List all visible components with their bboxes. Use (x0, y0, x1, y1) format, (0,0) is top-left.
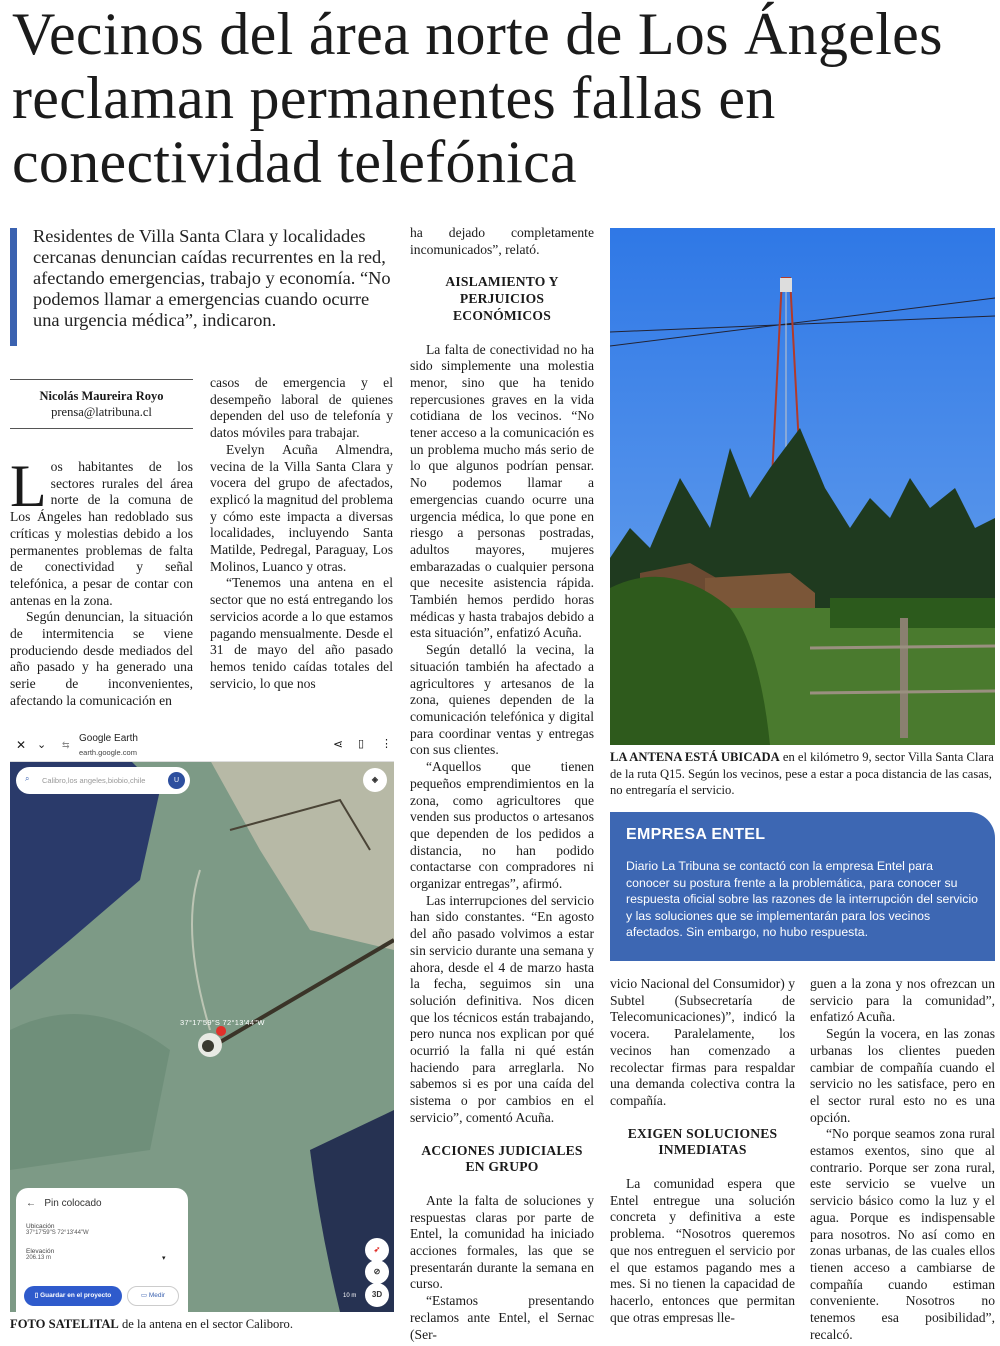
caption-lead: FOTO SATELITAL (10, 1317, 119, 1331)
subheading-exigen: EXIGEN SOLUCIONES INMEDIATAS (627, 1125, 778, 1158)
body-paragraph: Las interrupciones del servicio han sido constantes. “En agosto del año pasado volvimos a estar sin servicio durante una semana y ahora, desde el 4 de marzo hasta la fecha, seguimos sin una solución definitiva. Nos dicen que los técnicos están trabajando, pero nunca nos explican por qué ocurrió la falla ni qué están haciendo para arreglarla. No sabemos si es por una caída del sistema o por cambios en el servicio”, comentó Acuña. (410, 892, 594, 1125)
antenna-photo (610, 228, 995, 745)
author-name: Nicolás Maureira Royo (39, 389, 164, 403)
measure-button[interactable] (127, 1286, 179, 1306)
column-3 (410, 225, 594, 1343)
headline: Vecinos del área norte de Los Ángeles reclaman permanentes fallas en conectividad telefónica (12, 1, 943, 195)
search-input[interactable] (16, 767, 190, 794)
back-arrow-icon[interactable]: ← (26, 1198, 36, 1209)
3d-toggle-button[interactable]: 3D (365, 1283, 389, 1307)
column-4 (610, 976, 795, 1326)
body-paragraph: Según detalló la vecina, la situación también ha afectado a agricultores y artesanos de la zona, quienes dependen de la comunicación telefónica y digital para coordinar ventas y entregas con sus clientes. (410, 642, 594, 758)
elevation-label: Elevación (26, 1248, 55, 1255)
author-email[interactable]: prensa@latribuna.cl (51, 405, 152, 419)
paragraph-text: os habitantes de los sectores rurales del área norte de la comuna de Los Ángeles han redoblado sus críticas y molestias debido a los permanentes problemas de falta de conectividad y señal telefónica, a pesar de contar con antenas en la zona. (10, 459, 193, 608)
measure-label: Medir (148, 1292, 166, 1299)
share-icon[interactable]: ⋖ (333, 737, 344, 751)
lead-accent-bar (10, 228, 17, 346)
body-paragraph: “Tenemos una antena en el sector que no está entregando los servicios acorde a lo que estamos pagando mensualmente. Desde el 31 de mayo del año pasado hemos tenido caídas totales del servicio, lo que nos (210, 575, 393, 691)
column-2 (210, 375, 393, 692)
bookmark-icon: ▯ (34, 1292, 41, 1299)
photo-caption (610, 749, 995, 799)
column-1 (10, 453, 193, 710)
layers-button[interactable]: ◈ (363, 768, 387, 792)
byline (10, 379, 193, 429)
elevation-value: 206.13 m (26, 1255, 52, 1261)
site-title: Google Earth (79, 733, 138, 744)
entel-box-text: Diario La Tribuna se contactó con la empresa Entel para conocer su postura frente a la problemática, para conocer su respuesta oficial sobre las razones de la interrupción del servicio y las soluciones que se implementarán para los vecinos afectados. Sin embargo, no hubo respuesta. (626, 859, 979, 940)
body-paragraph: Ante la falta de soluciones y respuestas claras por parte de Entel, la comunidad ha iniciado acciones formales, las que se presentarán durante la semana en curso. (410, 1192, 594, 1292)
body-paragraph: Evelyn Acuña Almendra, vecina de la Villa Santa Clara y vocera del grupo de afectados, explicó la magnitud del problema y cómo este impacta a diversas localidades, incluyendo Santa Matilde, Pedregal, Paraguay, Los Molinos, Luanco y otras. (210, 441, 393, 574)
tune-icon[interactable]: ⇆ (62, 740, 70, 750)
column-5 (810, 976, 995, 1343)
more-icon[interactable]: ⋮ (381, 738, 392, 750)
body-paragraph: La falta de conectividad no ha sido simplemente una molestia menor, sino que ha tenido repercusiones graves en la vida cotidiana de los vecinos. “No tener acceso a la comunicación es un problema mucho más serio de lo que algunos podrían pensar. No podemos llamar a emergencias cuando ocurre una urgencia médica, lo que pone en riesgo a personas postradas, adultos mayores, mujeres embarazadas o cualquier persona que necesite asistencia rápida. También hemos perdido horas médicas y hasta trabajos debido a esta situación”, enfatizó Acuña. (410, 341, 594, 641)
coordinates-label: 37°17'59"S 72°13'44"W (180, 1018, 265, 1027)
reset-tilt-button[interactable]: ⊘ (365, 1260, 389, 1284)
chevron-down-icon[interactable]: ⌄ (37, 739, 47, 751)
drop-cap: L (10, 453, 47, 519)
body-paragraph: vicio Nacional del Consumidor) y Subtel (Subsecretaría de Telecomunicaciones)”, indicó la vocera. Paralelamente, los vecinos han comenzado a recolectar firmas para respaldar una demanda colectiva contra la compañía. (610, 976, 795, 1108)
body-paragraph: “Estamos presentando reclamos ante Entel, el Sernac (Ser- (410, 1293, 594, 1342)
pin-panel (16, 1188, 188, 1312)
entel-sidebar-box (610, 812, 995, 961)
site-url: earth.google.com (79, 748, 137, 757)
map-scale: 10 m (343, 1293, 357, 1299)
compass-button[interactable]: ➶ (365, 1238, 389, 1262)
caption-text: de la antena en el sector Caliboro. (118, 1317, 293, 1331)
satellite-caption (10, 1316, 394, 1333)
save-label: Guardar en el proyecto (40, 1292, 112, 1299)
google-earth-screenshot (10, 730, 394, 1312)
browser-top-bar (10, 730, 394, 762)
body-paragraph: guen a la zona y nos ofrezcan un servicio para la comunidad”, enfatizó Acuña. (810, 976, 995, 1025)
location-label: Ubicación (26, 1223, 55, 1230)
body-paragraph: Según la vocera, en las zonas urbanas los clientes pueden cambiar de compañía cuando el servicio no les satisface, pero en el sector rural esto no es una opción. (810, 1026, 995, 1125)
close-icon[interactable]: ✕ (16, 738, 27, 752)
search-value: Calibro,los angeles,biobio,chile (42, 776, 146, 785)
body-paragraph: “No porque seamos zona rural estamos exentos, sino que al contrario. Porque ser zona rural, este servicio se vuelve un servicio básico como la luz y el agua. Porque es indispensable para nosotros. No así como en zonas urbanas, de las cuales ellos tienen acceso a cambiarse de compañía cuando estiman conveniente. Nosotros no tenemos esa posibilidad”, recalcó. (810, 1126, 995, 1342)
subheading-acciones: ACCIONES JUDICIALES EN GRUPO (421, 1142, 583, 1175)
antenna-photo-image (610, 228, 995, 745)
bookmark-icon[interactable]: ▯ (358, 738, 365, 750)
caption-text: en el kilómetro 9, sector Villa Santa Clara de la ruta Q15. Según los vecinos, pese a estar a poca distancia de las casas, no entregaría el servicio. (610, 750, 994, 797)
body-paragraph: Según denuncian, la situación de intermitencia se viene produciendo desde mediados del año pasado y ha generado una serie de inconvenientes, afectando la comunicación en (10, 609, 193, 708)
caption-lead: LA ANTENA ESTÁ UBICADA (610, 750, 780, 764)
search-icon: ⌕ (25, 774, 30, 783)
subheading-aislamiento: AISLAMIENTO Y PERJUICIOS ECONÓMICOS (445, 274, 559, 323)
entel-box-title: EMPRESA ENTEL (626, 826, 766, 843)
save-to-project-button[interactable] (24, 1286, 122, 1306)
body-paragraph (10, 453, 193, 609)
body-paragraph: La comunidad espera que Entel entregue una solución concreta y definitiva a este problema. “Nosotros queremos que nos entreguen el servicio por el que estamos pagando mes a mes. Si no tienen la capacidad de hacerlo, entonces que permitan que otras empresas lle- (610, 1176, 795, 1325)
pin-title: Pin colocado (44, 1198, 102, 1209)
ruler-icon: ▭ (140, 1292, 149, 1299)
body-paragraph: “Aquellos que tienen pequeños emprendimientos en la zona, como agricultores que venden sus productos o artesanos que dependen de los pedidos a distancia, no han podido contactarse con compradores ni organizar entregas”, afirmó. (410, 759, 594, 892)
lead-paragraph: Residentes de Villa Santa Clara y localidades cercanas denuncian caídas recurrentes en la red, afectando emergencias, trabajo y economía. “No podemos llamar a emergencias cuando ocurre una urgencia médica”, indicaron. (33, 226, 391, 330)
location-value: 37°17'59"S 72°13'44"W (26, 1230, 89, 1236)
avatar[interactable]: U (168, 772, 185, 789)
dropdown-caret-icon[interactable]: ▾ (162, 1255, 166, 1262)
body-paragraph: ha dejado completamente incomunicados”, relató. (410, 225, 594, 257)
body-paragraph: casos de emergencia y el desempeño laboral de quienes dependen del uso de telefonía y datos móviles para trabajar. (210, 375, 393, 441)
